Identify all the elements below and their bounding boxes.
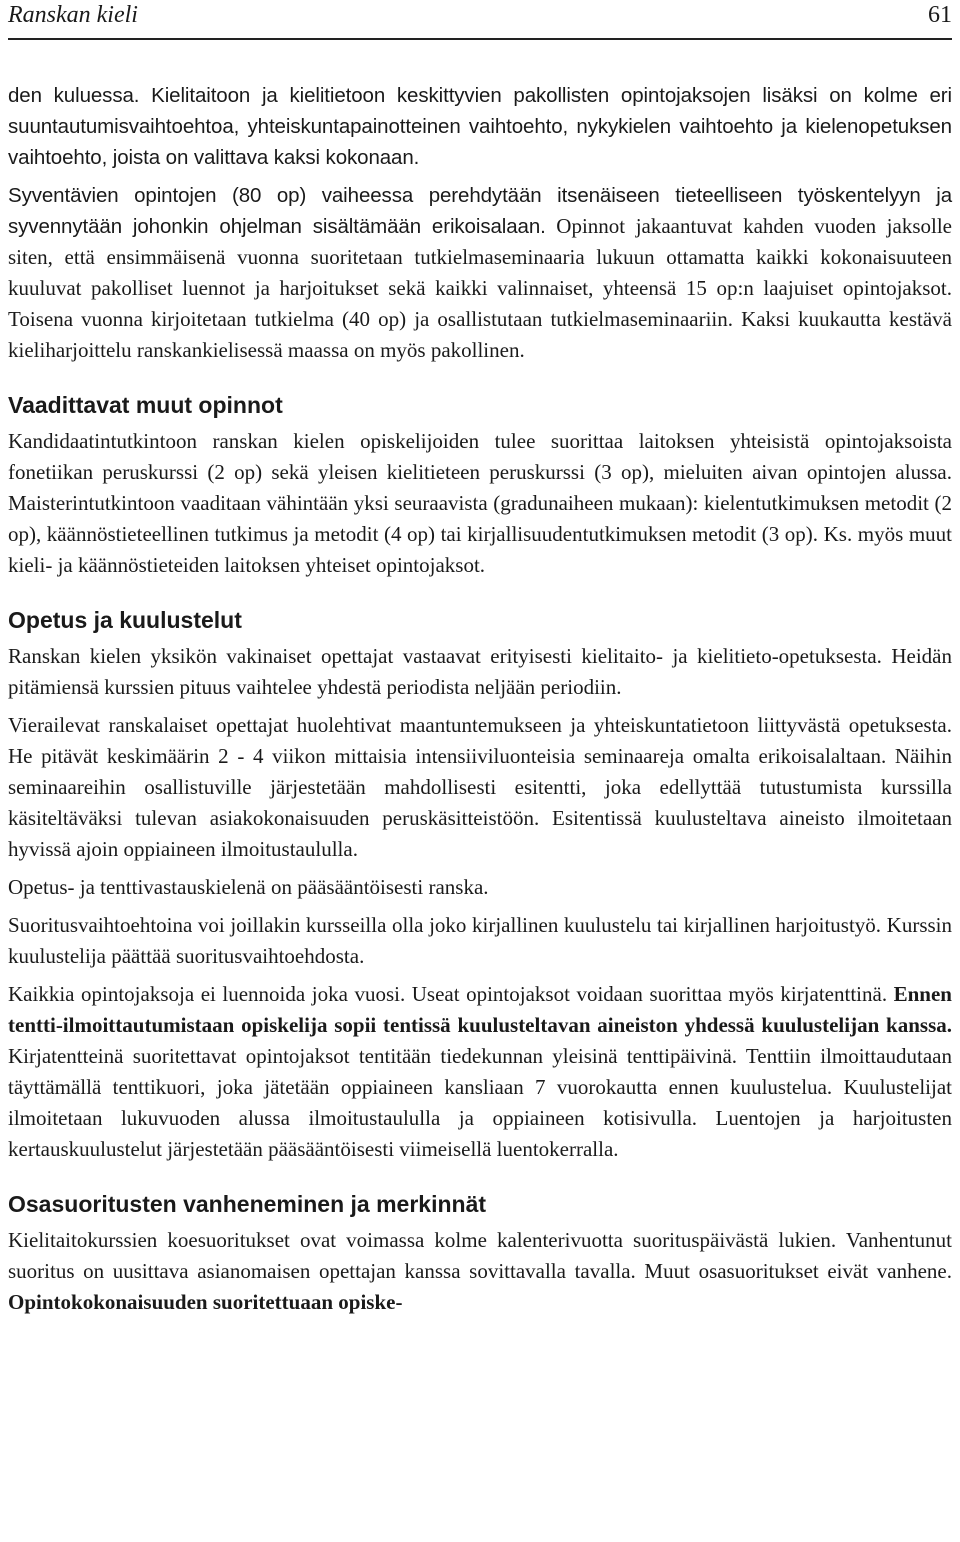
heading-required-other-studies: Vaadittavat muut opinnot: [8, 392, 283, 418]
paragraph-intro: den kuluessa. Kielitaitoon ja kielitietoon keskittyvien pakollisten opintojaksojen lisäksi on kolme eri suuntautumisvaihtoehtoa, yhteiskuntapainotteinen vaihtoehto, nykykielen vaihtoehto ja kielenopetuksen vaihtoehto, joista on valittava kaksi kokonaan.: [8, 84, 952, 169]
book-exams-bold-text: Ennen tentti-ilmoittautumistaan opiskelija sopii tentissä kuulusteltavan aineiston yhdessä kuulustelijan kanssa.: [8, 982, 952, 1037]
page-number: 61: [928, 2, 952, 28]
expiry-bold-text: Opintokokonaisuuden suoritettuaan opiske-: [8, 1290, 403, 1314]
paragraph-expiry: [8, 1225, 952, 1318]
header-rule: [8, 38, 952, 40]
advanced-studies-serif-text: Opinnot jakaantuvat kahden vuoden jaksolle siten, että ensimmäisenä vuonna suoritetaan tutkielmaseminaaria lukuun ottamatta kaikki kokonaisuuteen kuuluvat pakolliset luennot ja harjoitukset sekä kaikki valinnaiset, yhteensä 15 op:n laajuiset opintojaksot. Toisena vuonna kirjoitetaan tutkielma (40 op) ja osallistutaan tutkielmaseminaariin. Kaksi kuukautta kestävä kieliharjoittelu ranskankielisessä maassa on myös pakollinen.: [8, 214, 952, 362]
expiry-text: Kielitaitokurssien koesuoritukset ovat voimassa kolme kalenterivuotta suorituspäivästä lukien. Vanhentunut suoritus on uusittava asianomaisen opettajan kanssa sovittavalla tavalla. Muut osasuoritukset eivät vanhene.: [8, 1228, 952, 1283]
paragraph-advanced-studies: [8, 180, 952, 366]
page-body: [8, 80, 952, 1318]
paragraph-completion-options: Suoritusvaihtoehtoina voi joillakin kursseilla olla joko kirjallinen kuulustelu tai kirjallinen harjoitustyö. Kurssin kuulustelija päättää suoritusvaihtoehdosta.: [8, 913, 952, 968]
book-exams-text-b: Kirjatentteinä suoritettavat opintojaksot tentitään tiedekunnan yleisinä tenttipäivinä. Tenttiin ilmoittaudutaan täyttämällä tenttikuori, joka jätetään oppiaineen kansliaan 7 vuorokautta ennen kuulustelua. Kuulustelijat ilmoitetaan lukuvuoden alussa ilmoitustaululla ja oppiaineen kotisivulla. Luentojen ja harjoitusten kertauskuulustelut järjestetään pääsääntöisesti viimeisellä luentokerralla.: [8, 1044, 952, 1161]
paragraph-visiting-teachers: Vierailevat ranskalaiset opettajat huolehtivat maantuntemukseen ja yhteiskuntatietoon liittyvästä opetuksesta. He pitävät keskimäärin 2 - 4 viikon mittaisia intensiiviluonteisia seminaareja omalta erikoisalaltaan. Näihin seminaareihin osallistuville järjestetään mahdollisesti esitentti, joka edellyttää tutustumista kurssilla käsiteltäväksi tulevan asiakokonaisuuden peruskäsitteistöön. Esitentissä kuulusteltava aineisto ilmoitetaan hyvissä ajoin oppiaineen ilmoitustaululla.: [8, 713, 952, 861]
running-title: Ranskan kieli: [8, 2, 138, 28]
heading-expiry-records: Osasuoritusten vanheneminen ja merkinnät: [8, 1191, 487, 1217]
paragraph-book-exams: [8, 979, 952, 1165]
heading-teaching-exams: Opetus ja kuulustelut: [8, 607, 242, 633]
advanced-studies-sans-text: Syventävien opintojen (80 op) vaiheessa perehdytään itsenäiseen tieteelliseen työskentelyyn ja syvennytään johonkin ohjelman sisältämään erikoisalaan.: [8, 184, 952, 238]
book-exams-text-a: Kaikkia opintojaksoja ei luennoida joka vuosi. Useat opintojaksot voidaan suorittaa myös kirjatenttinä.: [8, 982, 894, 1006]
page-header: [8, 0, 952, 40]
paragraph-teachers: Ranskan kielen yksikön vakinaiset opettajat vastaavat erityisesti kielitaito- ja kielitieto-opetuksesta. Heidän pitämiensä kurssien pituus vaihtelee yhdestä periodista neljään periodiin.: [8, 644, 952, 699]
paragraph-other-studies: Kandidaatintutkintoon ranskan kielen opiskelijoiden tulee suorittaa laitoksen yhteisistä opintojaksoista fonetiikan peruskurssi (2 op) sekä yleisen kielitieteen peruskurssi (3 op), mieluiten aivan opintojen alussa. Maisterintutkintoon vaaditaan vähintään yksi seuraavista (gradunaiheen mukaan): kielentutkimuksen metodit (2 op), käännöstieteellinen tutkimus ja metodit (4 op) tai kirjallisuudentutkimuksen metodit (3 op). Ks. myös muut kieli- ja käännöstieteiden laitoksen yhteiset opintojaksot.: [8, 429, 952, 577]
paragraph-language: Opetus- ja tenttivastauskielenä on pääsääntöisesti ranska.: [8, 875, 489, 899]
